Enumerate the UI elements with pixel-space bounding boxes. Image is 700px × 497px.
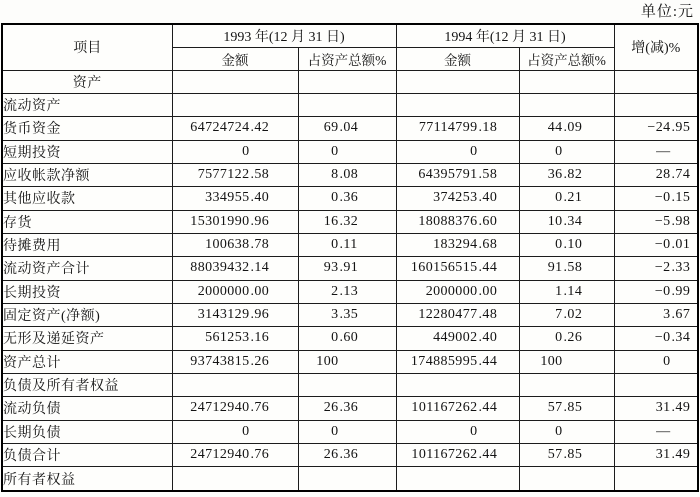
cell-pct-1994: 36.82 bbox=[519, 163, 614, 186]
cell-pct-1994 bbox=[519, 70, 614, 93]
cell-pct-1993: 0.36 bbox=[298, 187, 396, 210]
table-row bbox=[2, 117, 698, 140]
cell-pct-1994: 0 bbox=[519, 420, 614, 443]
table-row bbox=[2, 444, 698, 467]
cell-amount-1993: 561253.16 bbox=[172, 327, 298, 350]
cell-amount-1994 bbox=[396, 467, 519, 491]
cell-amount-1993: 2000000.00 bbox=[172, 280, 298, 303]
cell-change: 31.49 bbox=[614, 397, 698, 420]
cell-amount-1994: 183294.68 bbox=[396, 233, 519, 256]
col-header-change: 增(减)% bbox=[614, 24, 698, 70]
row-label: 负债及所有者权益 bbox=[2, 373, 172, 396]
cell-change bbox=[614, 373, 698, 396]
row-label: 存货 bbox=[2, 210, 172, 233]
cell-change: −2.33 bbox=[614, 257, 698, 280]
cell-pct-1993: 0 bbox=[298, 140, 396, 163]
table-row bbox=[2, 93, 698, 116]
table-row bbox=[2, 397, 698, 420]
table-row bbox=[2, 187, 698, 210]
cell-pct-1994: 0.21 bbox=[519, 187, 614, 210]
cell-pct-1994: 0.26 bbox=[519, 327, 614, 350]
cell-amount-1993 bbox=[172, 93, 298, 116]
cell-pct-1993 bbox=[298, 373, 396, 396]
row-label: 应收帐款净额 bbox=[2, 163, 172, 186]
cell-amount-1993: 24712940.76 bbox=[172, 397, 298, 420]
cell-amount-1994: 449002.40 bbox=[396, 327, 519, 350]
cell-pct-1994 bbox=[519, 467, 614, 491]
unit-label: 单位:元 bbox=[640, 4, 694, 20]
table-row bbox=[2, 280, 698, 303]
cell-amount-1993 bbox=[172, 467, 298, 491]
row-label: 所有者权益 bbox=[2, 467, 172, 491]
cell-change bbox=[614, 70, 698, 93]
cell-amount-1994 bbox=[396, 93, 519, 116]
table-row bbox=[2, 303, 698, 326]
balance-sheet-table bbox=[1, 23, 699, 492]
cell-amount-1994: 101167262.44 bbox=[396, 397, 519, 420]
cell-amount-1993: 100638.78 bbox=[172, 233, 298, 256]
cell-change: 0 bbox=[614, 350, 698, 373]
cell-amount-1994 bbox=[396, 70, 519, 93]
cell-amount-1993: 24712940.76 bbox=[172, 444, 298, 467]
col-header-amount-1994: 金额 bbox=[396, 47, 519, 70]
cell-pct-1993: 16.32 bbox=[298, 210, 396, 233]
col-header-1994: 1994 年(12 月 31 日) bbox=[396, 24, 614, 47]
cell-amount-1994: 374253.40 bbox=[396, 187, 519, 210]
cell-pct-1993 bbox=[298, 467, 396, 491]
col-header-pct-1994: 占资产总额% bbox=[519, 47, 614, 70]
row-label: 流动资产合计 bbox=[2, 257, 172, 280]
cell-amount-1994: 0 bbox=[396, 420, 519, 443]
cell-amount-1993: 3143129.96 bbox=[172, 303, 298, 326]
row-label: 货币资金 bbox=[2, 117, 172, 140]
cell-pct-1993 bbox=[298, 93, 396, 116]
row-label: 流动资产 bbox=[2, 93, 172, 116]
cell-pct-1993: 26.36 bbox=[298, 397, 396, 420]
cell-pct-1994: 0.10 bbox=[519, 233, 614, 256]
cell-change: −0.01 bbox=[614, 233, 698, 256]
row-label: 负债合计 bbox=[2, 444, 172, 467]
cell-amount-1993: 0 bbox=[172, 420, 298, 443]
cell-pct-1994: 57.85 bbox=[519, 397, 614, 420]
cell-change: 31.49 bbox=[614, 444, 698, 467]
row-label: 资产总计 bbox=[2, 350, 172, 373]
cell-change: — bbox=[614, 140, 698, 163]
cell-amount-1994: 101167262.44 bbox=[396, 444, 519, 467]
cell-pct-1993: 69.04 bbox=[298, 117, 396, 140]
table-row bbox=[2, 350, 698, 373]
row-label: 短期投资 bbox=[2, 140, 172, 163]
row-label: 待摊费用 bbox=[2, 233, 172, 256]
cell-amount-1994: 77114799.18 bbox=[396, 117, 519, 140]
cell-amount-1993: 93743815.26 bbox=[172, 350, 298, 373]
table-row bbox=[2, 327, 698, 350]
cell-change: — bbox=[614, 420, 698, 443]
cell-change: 28.74 bbox=[614, 163, 698, 186]
col-header-1993: 1993 年(12 月 31 日) bbox=[172, 24, 396, 47]
cell-change: −0.99 bbox=[614, 280, 698, 303]
table-row bbox=[2, 420, 698, 443]
table-row bbox=[2, 373, 698, 396]
cell-amount-1993: 15301990.96 bbox=[172, 210, 298, 233]
cell-change bbox=[614, 93, 698, 116]
cell-amount-1993 bbox=[172, 373, 298, 396]
cell-pct-1994: 1.14 bbox=[519, 280, 614, 303]
cell-change: 3.67 bbox=[614, 303, 698, 326]
cell-change: −24.95 bbox=[614, 117, 698, 140]
row-label: 长期负债 bbox=[2, 420, 172, 443]
row-label: 流动负债 bbox=[2, 397, 172, 420]
table-row bbox=[2, 210, 698, 233]
row-label: 无形及递延资产 bbox=[2, 327, 172, 350]
cell-amount-1994: 0 bbox=[396, 140, 519, 163]
col-header-amount-1993: 金额 bbox=[172, 47, 298, 70]
cell-amount-1994: 160156515.44 bbox=[396, 257, 519, 280]
table-row bbox=[2, 70, 698, 93]
cell-pct-1993: 26.36 bbox=[298, 444, 396, 467]
table-row bbox=[2, 233, 698, 256]
cell-pct-1994: 91.58 bbox=[519, 257, 614, 280]
cell-pct-1994: 7.02 bbox=[519, 303, 614, 326]
cell-pct-1994: 57.85 bbox=[519, 444, 614, 467]
cell-pct-1994: 0 bbox=[519, 140, 614, 163]
table-row bbox=[2, 257, 698, 280]
cell-amount-1994: 174885995.44 bbox=[396, 350, 519, 373]
cell-pct-1993: 0.11 bbox=[298, 233, 396, 256]
cell-pct-1993: 93.91 bbox=[298, 257, 396, 280]
cell-amount-1993 bbox=[172, 70, 298, 93]
cell-change: −0.34 bbox=[614, 327, 698, 350]
cell-amount-1993: 7577122.58 bbox=[172, 163, 298, 186]
cell-pct-1994: 100 bbox=[519, 350, 614, 373]
header-row-1 bbox=[2, 24, 698, 47]
cell-pct-1994 bbox=[519, 93, 614, 116]
cell-pct-1993: 8.08 bbox=[298, 163, 396, 186]
cell-pct-1993 bbox=[298, 70, 396, 93]
cell-pct-1994: 10.34 bbox=[519, 210, 614, 233]
cell-change: −5.98 bbox=[614, 210, 698, 233]
cell-pct-1994 bbox=[519, 373, 614, 396]
row-label: 固定资产(净额) bbox=[2, 303, 172, 326]
cell-amount-1994: 64395791.58 bbox=[396, 163, 519, 186]
row-label: 其他应收款 bbox=[2, 187, 172, 210]
table-body bbox=[2, 70, 698, 491]
cell-change bbox=[614, 467, 698, 491]
cell-amount-1993: 334955.40 bbox=[172, 187, 298, 210]
cell-change: −0.15 bbox=[614, 187, 698, 210]
cell-pct-1993: 3.35 bbox=[298, 303, 396, 326]
cell-pct-1993: 0.60 bbox=[298, 327, 396, 350]
cell-pct-1993: 100 bbox=[298, 350, 396, 373]
table-row bbox=[2, 467, 698, 491]
cell-amount-1994 bbox=[396, 373, 519, 396]
cell-amount-1993: 88039432.14 bbox=[172, 257, 298, 280]
cell-amount-1994: 12280477.48 bbox=[396, 303, 519, 326]
cell-amount-1993: 0 bbox=[172, 140, 298, 163]
cell-pct-1994: 44.09 bbox=[519, 117, 614, 140]
row-label: 资产 bbox=[2, 70, 172, 93]
cell-amount-1994: 18088376.60 bbox=[396, 210, 519, 233]
cell-amount-1994: 2000000.00 bbox=[396, 280, 519, 303]
cell-amount-1993: 64724724.42 bbox=[172, 117, 298, 140]
table-row bbox=[2, 163, 698, 186]
row-label: 长期投资 bbox=[2, 280, 172, 303]
col-header-pct-1993: 占资产总额% bbox=[298, 47, 396, 70]
cell-pct-1993: 0 bbox=[298, 420, 396, 443]
cell-pct-1993: 2.13 bbox=[298, 280, 396, 303]
table-row bbox=[2, 140, 698, 163]
col-header-item: 项目 bbox=[2, 24, 172, 70]
